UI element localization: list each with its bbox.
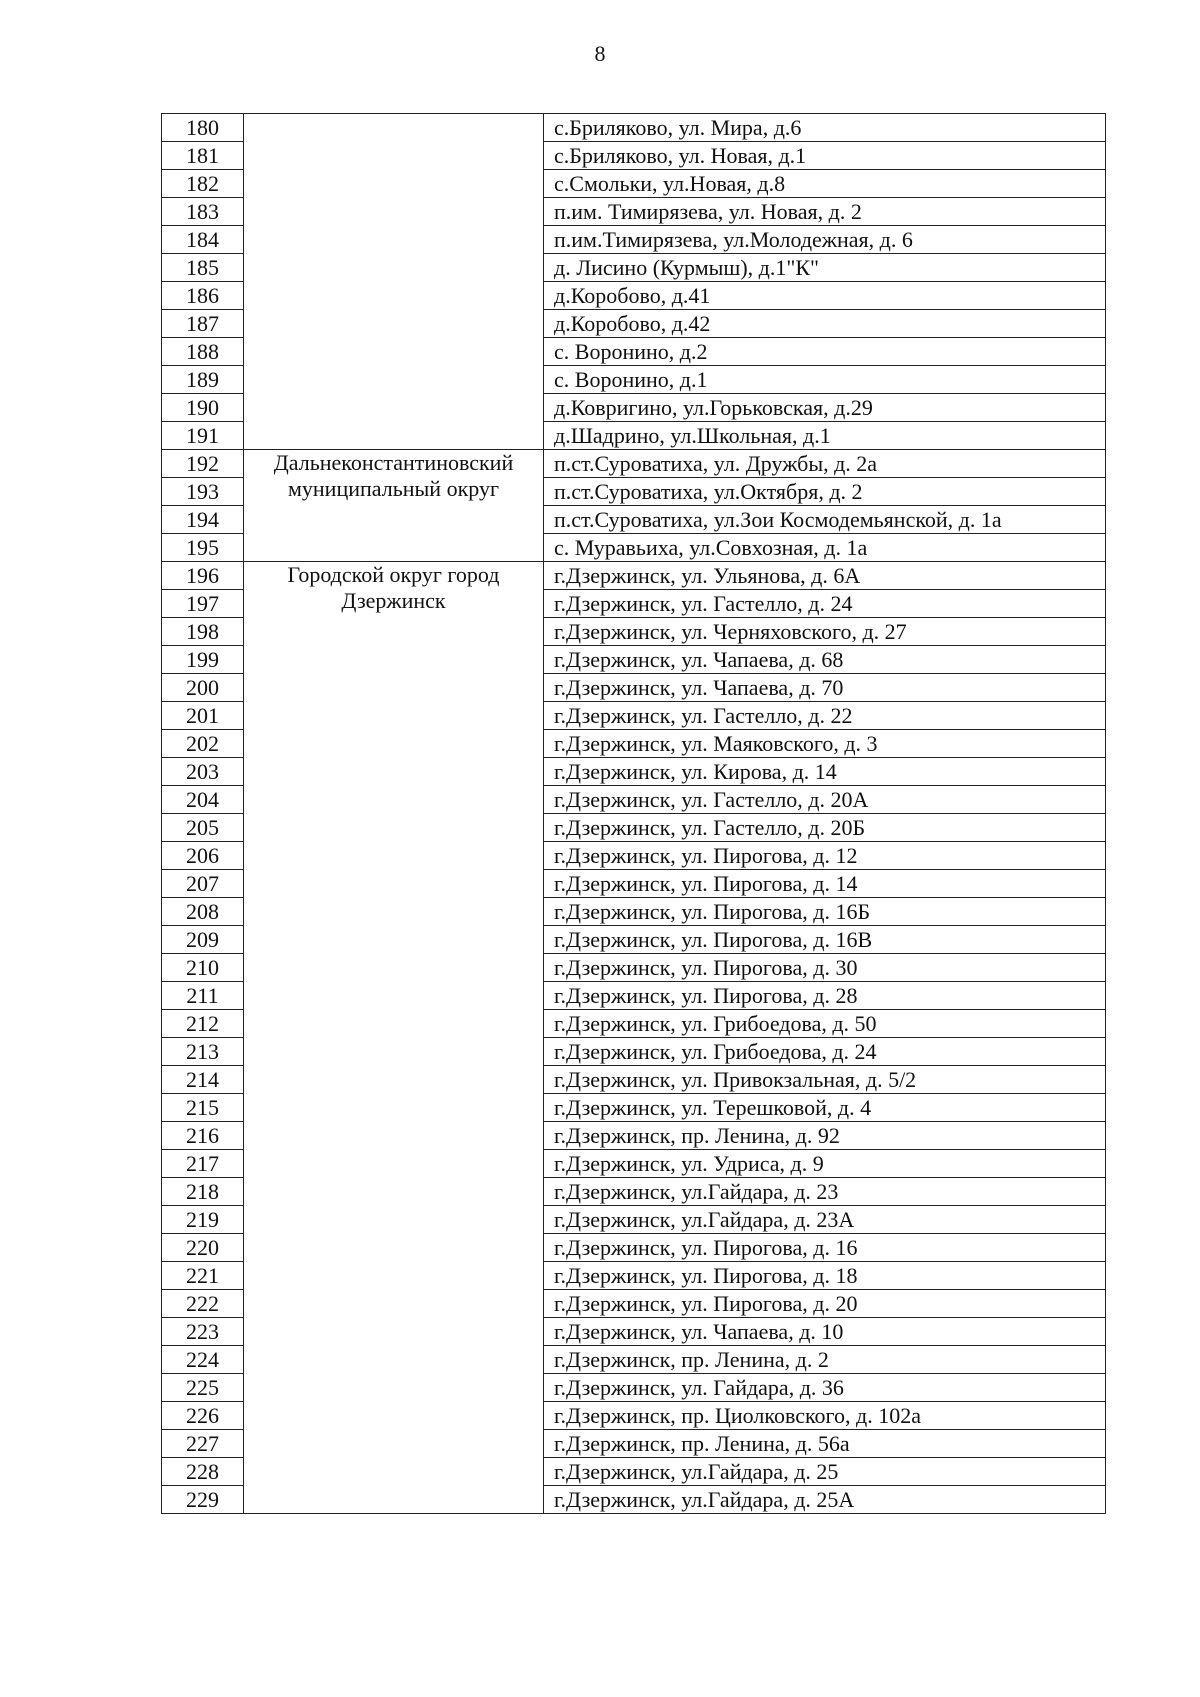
polling-address: г.Дзержинск, ул. Пирогова, д. 16 bbox=[544, 1234, 1106, 1262]
row-number: 181 bbox=[162, 142, 244, 170]
row-number: 183 bbox=[162, 198, 244, 226]
row-number: 203 bbox=[162, 758, 244, 786]
polling-address: г.Дзержинск, ул.Гайдара, д. 23 bbox=[544, 1178, 1106, 1206]
polling-address: д.Коробово, д.41 bbox=[544, 282, 1106, 310]
polling-address: с. Муравьиха, ул.Совхозная, д. 1а bbox=[544, 534, 1106, 562]
row-number: 210 bbox=[162, 954, 244, 982]
row-number: 186 bbox=[162, 282, 244, 310]
polling-address: г.Дзержинск, ул. Гастелло, д. 20Б bbox=[544, 814, 1106, 842]
polling-address: г.Дзержинск, ул. Пирогова, д. 18 bbox=[544, 1262, 1106, 1290]
polling-address: с.Смольки, ул.Новая, д.8 bbox=[544, 170, 1106, 198]
row-number: 226 bbox=[162, 1402, 244, 1430]
polling-address: г.Дзержинск, пр. Ленина, д. 92 bbox=[544, 1122, 1106, 1150]
polling-address: г.Дзержинск, ул.Гайдара, д. 25А bbox=[544, 1486, 1106, 1514]
row-number: 199 bbox=[162, 646, 244, 674]
polling-address: с.Бриляково, ул. Мира, д.6 bbox=[544, 114, 1106, 142]
row-number: 208 bbox=[162, 898, 244, 926]
row-number: 228 bbox=[162, 1458, 244, 1486]
polling-address: г.Дзержинск, ул. Чапаева, д. 10 bbox=[544, 1318, 1106, 1346]
table-row bbox=[162, 450, 1106, 478]
row-number: 185 bbox=[162, 254, 244, 282]
row-number: 204 bbox=[162, 786, 244, 814]
polling-address: г.Дзержинск, ул. Ульянова, д. 6А bbox=[544, 562, 1106, 590]
table-row bbox=[162, 114, 1106, 142]
row-number: 205 bbox=[162, 814, 244, 842]
polling-address: г.Дзержинск, ул.Гайдара, д. 25 bbox=[544, 1458, 1106, 1486]
polling-address: г.Дзержинск, ул. Пирогова, д. 12 bbox=[544, 842, 1106, 870]
row-number: 188 bbox=[162, 338, 244, 366]
district-name: Дальнеконстантиновский муниципальный округ bbox=[244, 450, 544, 562]
polling-address: г.Дзержинск, ул. Маяковского, д. 3 bbox=[544, 730, 1106, 758]
polling-address: г.Дзержинск, ул. Пирогова, д. 16В bbox=[544, 926, 1106, 954]
row-number: 190 bbox=[162, 394, 244, 422]
row-number: 213 bbox=[162, 1038, 244, 1066]
polling-address: г.Дзержинск, ул. Удриса, д. 9 bbox=[544, 1150, 1106, 1178]
polling-address: г.Дзержинск, ул. Пирогова, д. 30 bbox=[544, 954, 1106, 982]
polling-address: г.Дзержинск, ул. Пирогова, д. 20 bbox=[544, 1290, 1106, 1318]
row-number: 196 bbox=[162, 562, 244, 590]
polling-address: г.Дзержинск, ул. Пирогова, д. 16Б bbox=[544, 898, 1106, 926]
polling-address: г.Дзержинск, ул. Терешковой, д. 4 bbox=[544, 1094, 1106, 1122]
polling-address: п.ст.Суроватиха, ул.Зои Космодемьянской, д. 1а bbox=[544, 506, 1106, 534]
polling-address: д.Ковригино, ул.Горьковская, д.29 bbox=[544, 394, 1106, 422]
row-number: 201 bbox=[162, 702, 244, 730]
polling-address: г.Дзержинск, ул. Черняховского, д. 27 bbox=[544, 618, 1106, 646]
row-number: 227 bbox=[162, 1430, 244, 1458]
polling-address: п.ст.Суроватиха, ул.Октября, д. 2 bbox=[544, 478, 1106, 506]
polling-address: г.Дзержинск, ул. Гастелло, д. 24 bbox=[544, 590, 1106, 618]
row-number: 202 bbox=[162, 730, 244, 758]
row-number: 206 bbox=[162, 842, 244, 870]
polling-address: д.Шадрино, ул.Школьная, д.1 bbox=[544, 422, 1106, 450]
row-number: 195 bbox=[162, 534, 244, 562]
polling-address: г.Дзержинск, ул. Чапаева, д. 68 bbox=[544, 646, 1106, 674]
polling-address: п.им.Тимирязева, ул.Молодежная, д. 6 bbox=[544, 226, 1106, 254]
polling-address: п.ст.Суроватиха, ул. Дружбы, д. 2а bbox=[544, 450, 1106, 478]
row-number: 223 bbox=[162, 1318, 244, 1346]
row-number: 191 bbox=[162, 422, 244, 450]
polling-address: г.Дзержинск, ул. Гастелло, д. 20А bbox=[544, 786, 1106, 814]
polling-address: г.Дзержинск, ул.Гайдара, д. 23А bbox=[544, 1206, 1106, 1234]
row-number: 187 bbox=[162, 310, 244, 338]
row-number: 184 bbox=[162, 226, 244, 254]
row-number: 207 bbox=[162, 870, 244, 898]
polling-address: г.Дзержинск, ул. Гайдара, д. 36 bbox=[544, 1374, 1106, 1402]
row-number: 217 bbox=[162, 1150, 244, 1178]
row-number: 222 bbox=[162, 1290, 244, 1318]
row-number: 209 bbox=[162, 926, 244, 954]
polling-address: п.им. Тимирязева, ул. Новая, д. 2 bbox=[544, 198, 1106, 226]
polling-address: с.Бриляково, ул. Новая, д.1 bbox=[544, 142, 1106, 170]
row-number: 218 bbox=[162, 1178, 244, 1206]
polling-address: г.Дзержинск, пр. Ленина, д. 2 bbox=[544, 1346, 1106, 1374]
polling-address: д.Коробово, д.42 bbox=[544, 310, 1106, 338]
district-name: Городской округ город Дзержинск bbox=[244, 562, 544, 1514]
polling-address: с. Воронино, д.1 bbox=[544, 366, 1106, 394]
row-number: 229 bbox=[162, 1486, 244, 1514]
row-number: 220 bbox=[162, 1234, 244, 1262]
page-number: 8 bbox=[594, 41, 606, 66]
row-number: 225 bbox=[162, 1374, 244, 1402]
row-number: 198 bbox=[162, 618, 244, 646]
row-number: 182 bbox=[162, 170, 244, 198]
polling-address: г.Дзержинск, пр. Циолковского, д. 102а bbox=[544, 1402, 1106, 1430]
row-number: 194 bbox=[162, 506, 244, 534]
row-number: 224 bbox=[162, 1346, 244, 1374]
polling-address: с. Воронино, д.2 bbox=[544, 338, 1106, 366]
polling-address: г.Дзержинск, ул. Грибоедова, д. 24 bbox=[544, 1038, 1106, 1066]
polling-address-table bbox=[161, 113, 1106, 1514]
district-name bbox=[244, 114, 544, 450]
row-number: 180 bbox=[162, 114, 244, 142]
row-number: 215 bbox=[162, 1094, 244, 1122]
polling-address: г.Дзержинск, ул. Привокзальная, д. 5/2 bbox=[544, 1066, 1106, 1094]
polling-address: г.Дзержинск, ул. Гастелло, д. 22 bbox=[544, 702, 1106, 730]
row-number: 216 bbox=[162, 1122, 244, 1150]
row-number: 211 bbox=[162, 982, 244, 1010]
polling-address: д. Лисино (Курмыш), д.1"К" bbox=[544, 254, 1106, 282]
polling-address: г.Дзержинск, ул. Грибоедова, д. 50 bbox=[544, 1010, 1106, 1038]
row-number: 192 bbox=[162, 450, 244, 478]
polling-address: г.Дзержинск, пр. Ленина, д. 56а bbox=[544, 1430, 1106, 1458]
table-body bbox=[162, 114, 1106, 1514]
polling-address: г.Дзержинск, ул. Пирогова, д. 14 bbox=[544, 870, 1106, 898]
row-number: 214 bbox=[162, 1066, 244, 1094]
row-number: 197 bbox=[162, 590, 244, 618]
row-number: 219 bbox=[162, 1206, 244, 1234]
row-number: 189 bbox=[162, 366, 244, 394]
row-number: 212 bbox=[162, 1010, 244, 1038]
polling-address: г.Дзержинск, ул. Чапаева, д. 70 bbox=[544, 674, 1106, 702]
row-number: 193 bbox=[162, 478, 244, 506]
row-number: 221 bbox=[162, 1262, 244, 1290]
polling-address: г.Дзержинск, ул. Пирогова, д. 28 bbox=[544, 982, 1106, 1010]
row-number: 200 bbox=[162, 674, 244, 702]
table-row bbox=[162, 562, 1106, 590]
polling-address: г.Дзержинск, ул. Кирова, д. 14 bbox=[544, 758, 1106, 786]
